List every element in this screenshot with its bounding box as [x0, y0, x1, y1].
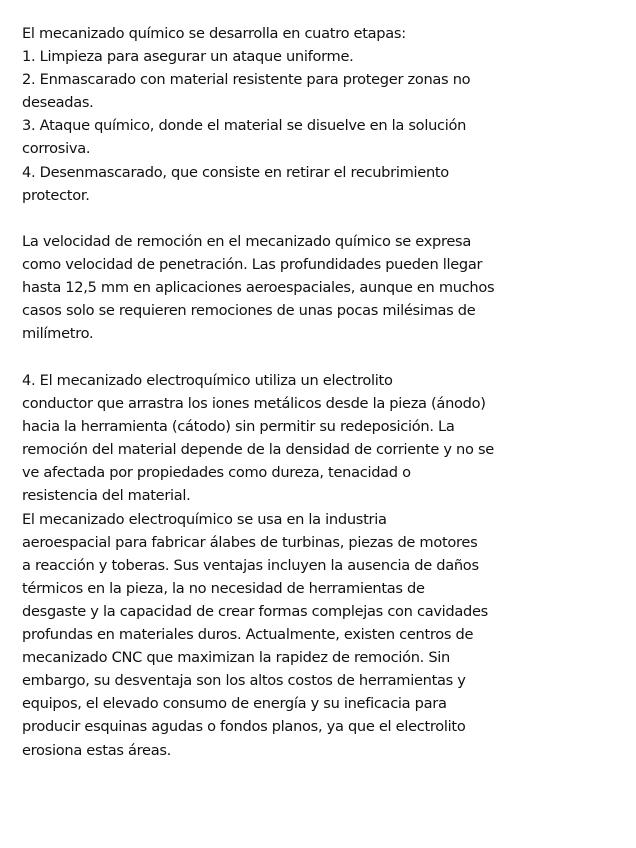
text-line: 4. Desenmascarado, que consiste en retirar el recubrimiento — [22, 163, 449, 181]
text-line: embargo, su desventaja son los altos costos de herramientas y — [22, 672, 466, 690]
rate-paragraph — [22, 230, 622, 345]
text-line: El mecanizado electroquímico se usa en la industria — [22, 510, 387, 528]
text-line: resistencia del material. — [22, 487, 191, 505]
text-line: La velocidad de remoción en el mecanizado químico se expresa — [22, 233, 471, 250]
electrochemical-paragraph — [22, 369, 622, 762]
text-line: profundas en materiales duros. Actualmente, existen centros de — [22, 626, 474, 644]
text-line: hasta 12,5 mm en aplicaciones aeroespaciales, aunque en muchos — [22, 279, 495, 297]
text-line: 4. El mecanizado electroquímico utiliza un electrolito — [22, 372, 393, 389]
text-line: equipos, el elevado consumo de energía y su ineficacia para — [22, 695, 447, 713]
text-line: a reacción y toberas. Sus ventajas incluyen la ausencia de daños — [22, 556, 479, 574]
text-line: 3. Ataque químico, donde el material se disuelve en la solución — [22, 117, 467, 135]
text-line: desgaste y la capacidad de crear formas complejas con cavidades — [22, 602, 488, 620]
text-line: deseadas. — [22, 94, 94, 112]
text-line: casos solo se requieren remociones de unas pocas milésimas de — [22, 302, 476, 320]
text-line: conductor que arrastra los iones metálicos desde la pieza (ánodo) — [22, 395, 486, 413]
text-line: protector. — [22, 186, 90, 204]
text-line: hacia la herramienta (cátodo) sin permitir su redeposición. La — [22, 418, 455, 436]
text-line: milímetro. — [22, 325, 94, 343]
text-line: ve afectada por propiedades como dureza, tenacidad o — [22, 464, 411, 482]
text-line: aeroespacial para fabricar álabes de turbinas, piezas de motores — [22, 533, 478, 551]
text-line: mecanizado CNC que maximizan la rapidez de remoción. Sin — [22, 649, 451, 667]
text-line: corrosiva. — [22, 140, 91, 158]
text-line: erosiona estas áreas. — [22, 741, 171, 759]
text-line: térmicos en la pieza, la no necesidad de herramientas de — [22, 579, 425, 597]
text-line: 2. Enmascarado con material resistente para proteger zonas no — [22, 71, 471, 89]
text-line: 1. Limpieza para asegurar un ataque uniforme. — [22, 48, 354, 66]
text-line: como velocidad de penetración. Las profundidades pueden llegar — [22, 256, 483, 274]
text-line: remoción del material depende de la densidad de corriente y no se — [22, 441, 494, 459]
intro-paragraph — [22, 22, 622, 207]
text-line: producir esquinas agudas o fondos planos, ya que el electrolito — [22, 718, 466, 736]
text-line: El mecanizado químico se desarrolla en cuatro etapas: — [22, 25, 406, 42]
